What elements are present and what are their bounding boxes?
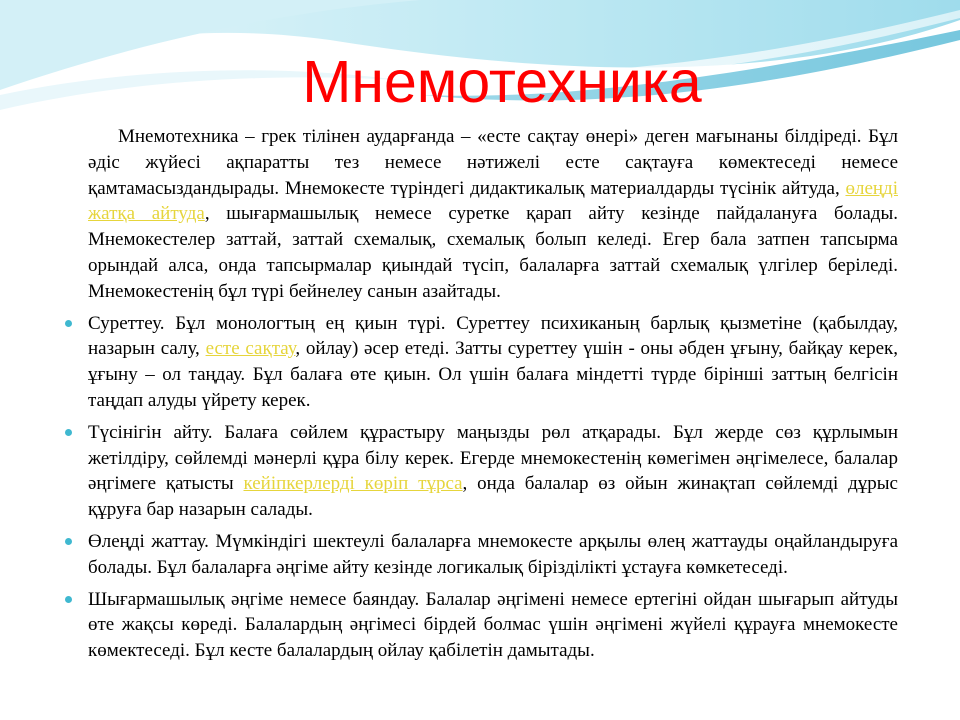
bullet-text-b: , онда балалар өз ойын жинақтап сөйлемді дұрыс құруға бар назарын салады.	[88, 473, 898, 521]
intro-link[interactable]: өлеңді жатқа айтуда	[88, 177, 898, 225]
bullet-item-memorizing	[88, 529, 898, 581]
slide-title: Мнемотехника	[302, 49, 702, 115]
bullet-link-memory[interactable]: есте сақтау	[205, 338, 296, 360]
intro-paragraph	[88, 124, 898, 305]
bullet-item-describing	[88, 311, 898, 414]
bullet-text-a: Түсінігін айту. Балаға сөйлем құрастыру маңызды рөл атқарады. Бұл жерде сөз құрлымын жетілдіру, сөйлемді мәнерлі құра білу керек. Егерде мнемокестенің көмегімен әңгімелесе, балалар әңгімеге қатысты	[88, 421, 898, 495]
bullet-text-a: Шығармашылық әңгіме немесе баяндау. Балалар әңгімені немесе ертегіні ойдан шығарып айтуды өте жақсы көреді. Балалардың әңгімесі бірдей болмас үшін әңгімені жүйелі құрауға мнемокесте көмектеседі. Бұл кесте балалардың ойлау қабілетін дамытады.	[88, 588, 898, 662]
slide-body	[88, 124, 898, 670]
bullet-text-b: , ойлау) әсер етеді. Затты суреттеу үшін - оны әбден ұғыну, байқау керек, ұғыну – ол таңдау. Бұл балаға өте қиын. Ол үшін балаға міндетті түрде бірінші заттың белгісін таңдап алуды үйрету керек.	[88, 338, 898, 411]
bullet-link-characters[interactable]: кейіпкерлерді көріп тұрса	[243, 473, 463, 495]
intro-text-b: , шығармашылық немесе суретке қарап айту кезінде пайдалануға болады. Мнемокестелер заттай, заттай схемалық, схемалық болып келеді. Егер бала затпен тапсырма орындай алса, онда тапсырмалар қиындай түсіп, балаларға заттай схемалық үлгілер беріледі. Мнемокестенің бұл түрі бейнелеу санын азайтады.	[88, 203, 899, 302]
bullet-item-storytelling	[88, 587, 898, 664]
intro-text-a: Мнемотехника – грек тілінен аударғанда – «есте сақтау өнері» деген мағынаны білдіреді. Бұл әдіс жүйесі ақпаратты тез немесе нәтижелі есте сақтауға көмектеседі немесе қамтамасыздандырады. Мнемокесте түріндегі дидактикалық материалдарды түсінік айтуда,	[88, 126, 898, 199]
bullet-item-explaining	[88, 420, 898, 523]
bullet-text-a: Өлеңді жаттау. Мүмкіндігі шектеулі балаларға мнемокесте арқылы өлең жаттауды оңайландыруға болады. Бұл балаларға әңгіме айту кезінде логикалық бірізділікті ұстауға көмкетеседі.	[88, 530, 898, 578]
bullet-text-a: Суреттеу. Бұл монологтың ең қиын түрі. Суреттеу психиканың барлық қызметіне (қабылдау, назарын салу,	[88, 312, 898, 360]
